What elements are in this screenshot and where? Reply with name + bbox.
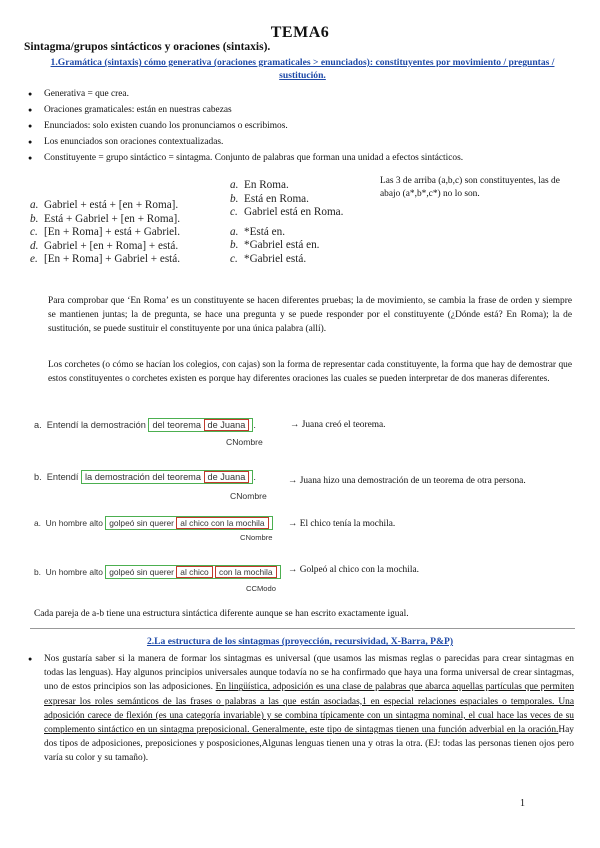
function-tag: CNombre [230, 491, 267, 501]
interpretation: → Juana hizo una demostración de un teorema de otra persona. [288, 476, 526, 486]
example-text: Gabriel está en Roma. [244, 206, 344, 218]
example-text: *Está en. [244, 225, 286, 238]
example-text: Está en Roma. [244, 192, 309, 205]
list-item: ● Oraciones gramaticales: están en nuestras cabezas [28, 103, 573, 119]
green-box [148, 418, 253, 432]
list-item: ● Generativa = que crea. [28, 87, 573, 103]
paragraph-text: Hay dos tipos de adposiciones, preposiciones y posposiciones,Algunas lenguas tienen una y otras la otra. (EJ: todas las personas tienen ojos pero varía su color y su tamaño). [44, 725, 574, 764]
example-label: b. [230, 192, 239, 205]
example-line [230, 253, 343, 267]
function-tag: CCModo [246, 584, 276, 593]
ambiguity-example [34, 567, 281, 577]
example-line [230, 193, 343, 207]
subtitle: Sintagma/grupos sintácticos y oraciones (sintaxis). [24, 41, 271, 53]
example-label: a. [30, 199, 39, 211]
ambiguity-example: a. Entendí la demostración del teorema de Juana . [34, 420, 256, 430]
red-box: al chico con la mochila [176, 517, 268, 529]
red-box: al chico [176, 566, 212, 578]
example-line [30, 240, 180, 254]
green-box [105, 516, 272, 530]
list-item: ● Enunciados: solo existen cuando los pronunciamos o escribimos. [28, 119, 573, 135]
function-tag: CNombre [240, 533, 273, 542]
example-line [30, 226, 180, 240]
example-label: c. [230, 252, 238, 265]
red-box: con la mochila [215, 566, 277, 578]
red-box: de Juana [204, 471, 250, 483]
definition-list [28, 87, 573, 167]
section2-heading: 2.La estructura de los sintagmas (proyección, recursividad, X-Barra, P&P) [146, 636, 454, 647]
tests-paragraph: Para comprobar que ‘En Roma’ es un constituyente se hacen diferentes pruebas; la de movimiento, se cambia la frase de orden y siempre se mantienen juntas; la de pregunta, se hace una pregunta y se puede responder por el constituyente (¿Dónde está? En Roma); la de sustitución, se puede sustituir el constituyente por una única palabra (allí). [48, 296, 572, 334]
example-text: Gabriel + está + [en + Roma]. [44, 199, 179, 211]
example-line [230, 206, 343, 220]
example-text: *Gabriel está. [244, 252, 307, 265]
example-label: e. [30, 253, 38, 265]
function-tag: CNombre [226, 437, 263, 447]
page-title: TEMA6 [270, 24, 330, 41]
example-text: *Gabriel está en. [244, 239, 320, 251]
constituent-examples [230, 179, 343, 266]
green-box [81, 470, 253, 484]
example-text: En Roma. [244, 179, 289, 191]
example-label: d. [30, 239, 39, 252]
brackets-paragraph: Los corchetes (o cómo se hacían los colegios, con cajas) son la forma de representar cada constituyente, la forma que hay de demostrar que estos constituyentes o corchetes existen es porque hay diferentes oraciones las cuales se pueden interpretar de dos maneras diferentes. [48, 360, 572, 384]
example-label: a. [230, 225, 239, 238]
section1-heading: 1.Gramática (sintaxis) cómo generativa (oraciones gramaticales > enunciados): constituyentes por movimiento / preguntas / sustitución. [50, 57, 555, 81]
adposition-paragraph [28, 652, 574, 766]
list-item: ● Constituyente = grupo sintáctico = sintagma. Conjunto de palabras que forman una unidad a efectos sintácticos. [28, 151, 573, 167]
example-line [30, 213, 180, 227]
boxed-text: la demostración del teorema [85, 472, 201, 482]
example-label: b. [34, 472, 42, 482]
interpretation: → Golpeó al chico con la mochila. [288, 565, 419, 575]
interpretation: → El chico tenía la mochila. [288, 519, 396, 529]
example-label: c. [30, 226, 38, 238]
example-text: Está + Gabriel + [en + Roma]. [44, 212, 181, 225]
green-box [105, 565, 280, 579]
ambiguity-example [34, 518, 273, 528]
example-label: a. [230, 179, 239, 191]
example-label: a. [34, 518, 41, 528]
example-label: b. [34, 567, 41, 577]
example-label: c. [230, 206, 238, 218]
example-text: Entendí [46, 472, 79, 482]
underlined-definition: En lingüística, adposición es una clase de palabras que abarca aquellas partículas que permiten expresar los roles semánticos de las frases o palabras a las que están asociadas,1 en especial relaciones espaciales o temporales. Una adposición carece de flexión (es una categoría invariable) y se combina típicamente con un sintagma nominal, el cual hace las veces de su complemento sintáctico en un sintagma preposicional. Generalmente, este tipo de sintagmas tienen una función adverbial en la oración. [44, 682, 575, 736]
boxed-text: golpeó sin querer [109, 518, 174, 528]
example-line [30, 199, 180, 213]
example-text: Gabriel + [en + Roma] + está. [44, 239, 179, 252]
red-box: de Juana [204, 419, 250, 431]
interpretation: → Juana creó el teorema. [290, 420, 386, 430]
list-item: ● Los enunciados son oraciones contextualizadas. [28, 135, 573, 151]
summary-sentence: Cada pareja de a-b tiene una estructura sintáctica diferente aunque se han escrito exactamente igual. [34, 609, 409, 619]
example-label: b. [230, 239, 239, 251]
ambiguity-example: b. Entendí la demostración del teorema de Juana . [34, 472, 256, 482]
example-text: Un hombre alto [45, 567, 103, 577]
example-text: [En + Roma] + Gabriel + está. [44, 253, 181, 265]
example-line [230, 226, 343, 240]
example-line [30, 253, 180, 267]
movement-examples [30, 199, 180, 267]
example-label: b. [30, 212, 39, 225]
boxed-text: del teorema [152, 420, 201, 430]
example-text: Entendí la demostración [46, 420, 146, 430]
example-text: Un hombre alto [45, 518, 103, 528]
paragraph-text: Nos gustaría saber si la manera de formar los sintagmas es universal (que usamos las mismas reglas o parecidas para crear sintagmas en todas las lenguas). Hay algunos principios universales aunque todavía no se ha confirmado que haya una forma universal de crear sintagmas, uno de estos principios son las adposiciones. [44, 654, 574, 693]
constituent-note: Las 3 de arriba (a,b,c) son constituyentes, las de abajo (a*,b*,c*) no lo son. [380, 176, 560, 199]
page-number: 1 [520, 798, 525, 809]
example-text: [En + Roma] + está + Gabriel. [44, 226, 181, 238]
boxed-text: golpeó sin querer [109, 567, 174, 577]
example-label: a. [34, 420, 42, 430]
section-divider [30, 628, 575, 629]
example-line [230, 239, 343, 253]
example-line [230, 179, 343, 193]
